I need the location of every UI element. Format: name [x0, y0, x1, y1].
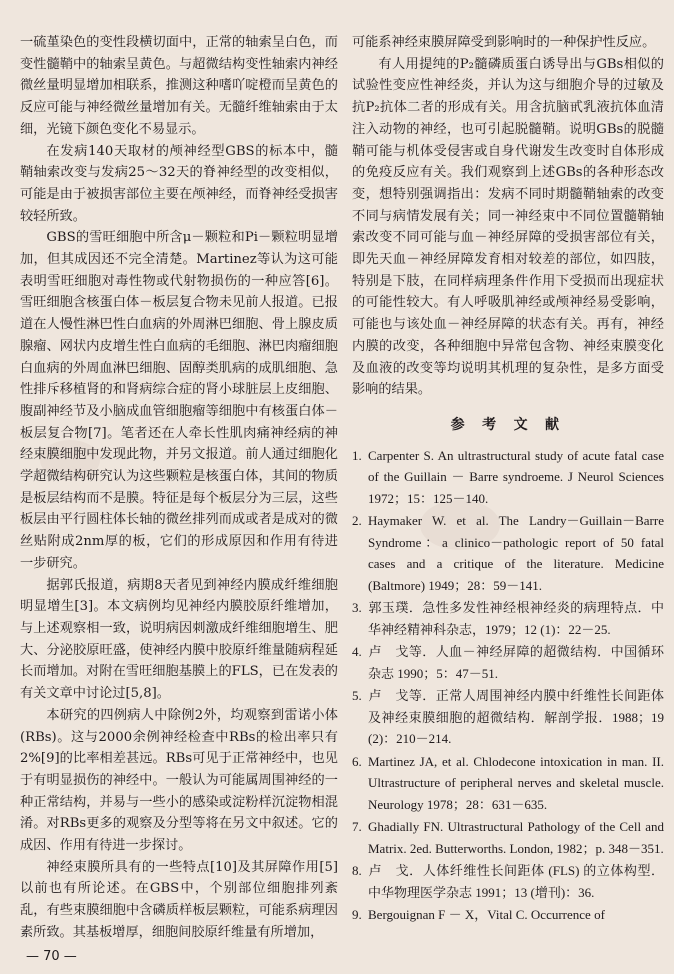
reference-item	[352, 816, 664, 859]
reference-item	[352, 751, 664, 816]
reference-item	[352, 510, 664, 596]
reference-item	[352, 597, 664, 640]
body-paragraph: GBS的雪旺细胞中所含μ－颗粒和Pi－颗粒明显增加，但其成因还不完全清楚。Martinez等认为这可能表明雪旺细胞对毒性物或代射物损伤的一种应答[6]。雪旺细胞含核蛋白体－板层复合物未见前人报道。已报道在人慢性淋巴性白血病的外周淋巴细胞、骨上腺皮质腺瘤、网状内皮增生性白血病的毛细胞、淋巴肉瘤细胞白血病的外周血淋巴细胞、固醇类肌病的成肌细胞、急性排斥移植肾的和肾病综合症的肾小球脏层上皮细胞、腹副神经节及小脑成血管细胞瘤等细胞中有核蛋白体－板层复合物[7]。笔者还在人牵长性肌肉痛神经病的神经束膜细胞中发现此物，并另文报道。前人通过细胞化学超微结构研究认为这些颗粒是核蛋白体，其间的物质是板层结构而不是膜。特征是每个板层分为三层，这些板层由平行圆柱体长轴的微丝排列而成或者是成对的微丝贴附成2nm厚的板，它们的形成原因和作用有待进一步研究。	[20, 230, 338, 571]
reference-item	[352, 641, 664, 684]
reference-number: 2.	[352, 513, 362, 529]
body-paragraph: 在发病140天取材的颅神经型GBS的标本中，髓鞘轴索改变与发病25～32天的脊神经型的改变相似，可能是由于被损害部位主要在颅神经，而脊神经受损害较轻所致。	[20, 143, 338, 224]
reference-text: Bergouignan F － X，Vital C. Occurrence of	[368, 907, 605, 923]
reference-number: 9.	[352, 907, 362, 923]
reference-number: 7.	[352, 819, 362, 835]
reference-item	[352, 445, 664, 510]
body-paragraph: 神经束膜所具有的一些特点[10]及其屏障作用[5]以前也有所论述。在GBS中，个别部位细胞排列紊乱，有些束膜细胞中含磷质样板层颗粒，可能系病理因素所致。其基板增厚，细胞间胶原纤维量有所增加，	[20, 859, 338, 940]
right-paragraphs	[352, 32, 664, 401]
reference-text: 卢 戈等．人血－神经屏障的超微结构．中国循环杂志 1990；5：47－51.	[368, 644, 664, 681]
reference-number: 4.	[352, 644, 362, 660]
reference-text: 卢 戈．人体纤维性长间距体 (FLS) 的立体构型．中华物理医学杂志 1991；13 (增刊)：36.	[368, 863, 664, 900]
reference-list	[352, 445, 664, 926]
body-paragraph: 本研究的四例病人中除例2外，均观察到雷诺小体(RBs)。这与2000余例神经检查中RBs的检出率只有2%[9]的比率相差甚远。RBs可见于正常神经中，也见于有明显损伤的神经中。一般认为可能属周围神经的一种正常结构，并易与一些小的感染或淀粉样沉淀物相混淆。对RBs更多的观察及分型等将在另文中叙述。它的成因、作用有待进一步探讨。	[20, 707, 338, 854]
reference-number: 6.	[352, 753, 362, 769]
reference-text: Ghadially FN. Ultrastructural Pathology of the Cell and Matrix. 2ed. Butterworths. London, 1982；p. 348－351.	[368, 819, 664, 856]
body-paragraph: 据郭氏报道，病期8天者见到神经内膜成纤维细胞明显增生[3]。本文病例均见神经内膜胶原纤维增加，与上述观察相一致，说明病因刺激成纤维细胞增生、肥大、分泌胶原旺盛，使神经内膜中胶原纤维量随病程延长而增加。对附在雪旺细胞基膜上的FLS，已在发表的有关文章中讨论过[5,8]。	[20, 577, 338, 702]
body-paragraph: 可能系神经束膜屏障受到影响时的一种保护性反应。	[352, 35, 656, 50]
reference-item	[352, 860, 664, 903]
left-text-column	[20, 32, 338, 944]
reference-text: Haymaker W. et al. The Landry－Guillain－Barre Syndrome：a clinico－pathologic report of 50 fatal cases and a critique of the literature. Medicine (Baltmore) 1949；28：59－141.	[368, 513, 664, 593]
reference-number: 1.	[352, 447, 362, 463]
reference-text: Carpenter S. An ultrastructural study of acute fatal case of the Guillain － Barre syndroeme. J Neurol Sciences 1972；15：125－140.	[368, 447, 664, 506]
references-heading: 参 考 文 献	[450, 416, 566, 433]
reference-text: 郭玉璞．急性多发性神经根神经炎的病理特点．中华神经精神科杂志，1979；12 (1)：22－25.	[368, 600, 664, 637]
reference-number: 5.	[352, 688, 362, 704]
reference-text: Martinez JA, et al. Chlodecone intoxication in man. II. Ultrastructure of peripheral nerves and skeletal muscle. Neurology 1978；28：631－635.	[368, 753, 664, 812]
body-paragraph: 一硫堇染色的变性段横切面中，正常的轴索呈白色，而变性髓鞘中的轴索呈黄色。与超微结构变性轴索内神经微丝量明显增加相联系，推测这种嗜吖啶橙而呈黄色的反应可能与神经微丝量增加有关。无髓纤维轴索由于太细，光镜下颜色变化不易显示。	[20, 35, 338, 137]
right-text-column	[352, 32, 664, 927]
body-paragraph: 有人用提纯的P₂髓磷质蛋白诱导出与GBs相似的试验性变应性神经炎，并认为这与细胞介导的过敏及抗P₂抗体二者的形成有关。用含抗脑甙乳液抗体血清注入动物的神经，也可引起脱髓鞘。说明GBs的脱髓鞘可能与机体受侵害或自身代谢发生改变时自体形成的免疫反应有关。我们观察到上述GBs的各种形态改变，想特别强调指出：发病不同时期髓鞘轴索的改变不同与病情发展有关；同一神经束中不同位置髓鞘轴索改变不同可能与血－神经屏障的受损害部位有关，即先天血－神经屏障发育相对较差的部位，如四肢，特别是下肢，在同样病理条件作用下受损而出现症状的可能性较大。有人呼吸肌神经或颅神经易受影响，可能也与该处血－神经屏障的状态有关。再有，神经内膜的改变，各种细胞中异常包含物、神经束膜变化及血液的改变等均说明其机理的复杂性，是多方面受影响的结果。	[352, 56, 664, 398]
reference-number: 3.	[352, 600, 362, 616]
reference-item	[352, 904, 664, 926]
page-number: — 70 —	[26, 949, 77, 964]
reference-item	[352, 685, 664, 750]
reference-number: 8.	[352, 863, 362, 879]
reference-text: 卢 戈等．正常人周围神经内膜中纤维性长间距体及神经束膜细胞的超微结构．解剖学报．1988；19 (2)：210－214.	[368, 688, 664, 747]
